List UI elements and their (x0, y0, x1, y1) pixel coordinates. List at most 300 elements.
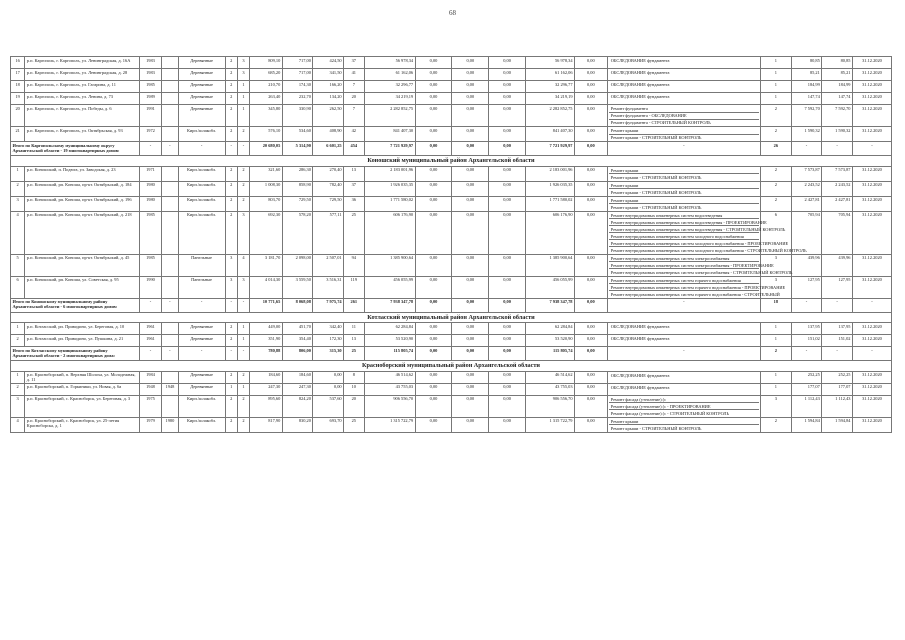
work-type: Ремонт внутридомовых инженерных систем горячего водоснабжения - ПРОЕКТИРОВАНИЕ (610, 284, 786, 290)
work-type: ОБСЛЕДОВАНИЕ фундамента (610, 70, 670, 75)
area-residential: 0,00 (313, 383, 344, 395)
work-type: Ремонт внутридомовых инженерных систем электроснабжения - СТРОИТЕЛЬНЫЙ КОНТРОЛЬ (610, 269, 793, 275)
build-year: 1983 (139, 57, 161, 69)
area-total: 449,00 (250, 323, 283, 335)
house-address: р.п. Коношский, рп. Коноша, ул. Советская, д. 95 (25, 276, 139, 298)
subtotal-residents: 261 (344, 298, 364, 312)
subtotal-row (11, 347, 892, 361)
area-total: 576,10 (250, 127, 283, 142)
subtotal-dash: - (237, 347, 249, 361)
work-type: Ремонт крыши - СТРОИТЕЛЬНЫЙ КОНТРОЛЬ (610, 189, 702, 195)
work-count: 1 (761, 81, 792, 93)
house-address: р.п. Коношский, рп. Коноша, пр-кт. Октябрьский, д. 196 (25, 196, 139, 211)
build-year: 1972 (139, 127, 161, 142)
repair-cost: 1 315 722,79 (364, 417, 415, 432)
build-year: 1985 (139, 81, 161, 93)
wall-material: Панельные (178, 254, 225, 276)
max-unit-cost: 177,07 (822, 383, 853, 395)
work-type: ОБСЛЕДОВАНИЕ фундамента (610, 372, 670, 378)
completion-date: 31.12.2020 (852, 335, 891, 347)
max-unit-cost: 127,95 (822, 276, 853, 298)
entrances-count: 2 (237, 371, 249, 383)
wall-material: Кирп./шлакобл. (178, 211, 225, 254)
residents-count: 20 (344, 395, 364, 417)
completion-date: 31.12.2020 (852, 127, 891, 142)
house-row (11, 181, 892, 196)
row-number: 3 (11, 395, 25, 417)
work-types-cell (607, 323, 760, 335)
work-count: 1 (761, 383, 792, 395)
region-title: Красноборский муниципальный район Архангельской области (11, 361, 892, 372)
completion-date: 31.12.2020 (852, 57, 891, 69)
work-count: 2 (761, 105, 792, 127)
work-count: 1 (761, 57, 792, 69)
row-number: 4 (11, 211, 25, 254)
area-living: 824,20 (282, 395, 313, 417)
subtotal-label: Итого по Каргопольскому муниципальному округу Архангельской области - 19 многоквартирных домов: (11, 142, 140, 156)
fund-1: 0,00 (415, 211, 452, 254)
residents-count: 94 (344, 254, 364, 276)
commission-year (162, 335, 178, 347)
floors-count: 2 (225, 105, 237, 127)
floors-count: 2 (225, 323, 237, 335)
commission-year (162, 371, 178, 383)
subtotal-area-total: 10 771,65 (250, 298, 283, 312)
house-row (11, 371, 892, 383)
floors-count: 2 (225, 166, 237, 181)
capital-repair-register-table (10, 56, 892, 433)
repair-cost: 1 771 580,02 (364, 196, 415, 211)
area-total: 247,30 (250, 383, 283, 395)
wall-material: Деревянные (178, 57, 225, 69)
wall-material: Кирп./шлакобл. (178, 127, 225, 142)
floors-count: 2 (225, 81, 237, 93)
repair-cost: 906 556,70 (364, 395, 415, 417)
repair-cost: 46 514,62 (364, 371, 415, 383)
work-type: ОБСЛЕДОВАНИЕ фундамента (610, 58, 670, 63)
work-type: Ремонт фундамента (609, 106, 758, 113)
fund-owners: 53 520,90 (525, 335, 574, 347)
fund-1: 0,00 (415, 335, 452, 347)
subtotal-fund-2: 0,00 (452, 142, 489, 156)
fund-1: 0,00 (415, 371, 452, 383)
house-row (11, 417, 892, 432)
fund-owners: 32 296,77 (525, 81, 574, 93)
commission-year (162, 211, 178, 254)
special-account: 0,00 (575, 57, 608, 69)
area-residential: 693,70 (313, 417, 344, 432)
work-type: Ремонт крыши - СТРОИТЕЛЬНЫЙ КОНТРОЛЬ (610, 135, 702, 140)
fund-1: 0,00 (415, 69, 452, 81)
fund-3: 0,00 (489, 211, 526, 254)
house-row (11, 166, 892, 181)
row-number: 1 (11, 166, 25, 181)
special-account: 0,00 (575, 93, 608, 105)
subtotal-label: Итого по Котласскому муниципальному району Архангельской области - 2 многоквартирных дома: (11, 347, 140, 361)
row-number: 6 (11, 276, 25, 298)
repair-cost: 606 176,90 (364, 211, 415, 254)
commission-year (162, 105, 178, 127)
work-type: Ремонт внутридомовых инженерных систем холодного водоснабжения (609, 233, 758, 240)
region-header-row (11, 312, 892, 323)
subtotal-dash: - (822, 347, 853, 361)
work-type: Ремонт крыши (609, 128, 758, 135)
subtotal-dash: - (237, 298, 249, 312)
work-types-cell (607, 181, 760, 196)
fund-3: 0,00 (489, 93, 526, 105)
area-total: 803,70 (250, 196, 283, 211)
unit-cost: 1 590,32 (791, 127, 822, 142)
row-number: 16 (11, 57, 25, 69)
special-account: 0,00 (575, 69, 608, 81)
build-year: 1985 (139, 211, 161, 254)
subtotal-cost: 7 938 347,78 (364, 298, 415, 312)
fund-2: 0,00 (452, 166, 489, 181)
work-types-cell (607, 93, 760, 105)
residents-count: 42 (344, 127, 364, 142)
residents-count: 36 (344, 196, 364, 211)
fund-2: 0,00 (452, 69, 489, 81)
area-total: 210,70 (250, 81, 283, 93)
build-year: 1961 (139, 323, 161, 335)
area-living: 729,50 (282, 196, 313, 211)
fund-2: 0,00 (452, 81, 489, 93)
wall-material: Кирп./шлакобл. (178, 417, 225, 432)
special-account: 0,00 (575, 81, 608, 93)
fund-owners: 34 219,19 (525, 93, 574, 105)
subtotal-dash: - (607, 142, 760, 156)
unit-cost: 2 427,81 (791, 196, 822, 211)
subtotal-residents: 454 (344, 142, 364, 156)
house-row (11, 383, 892, 395)
work-count: 2 (761, 127, 792, 142)
build-year: 1948 (139, 383, 161, 395)
fund-2: 0,00 (452, 276, 489, 298)
unit-cost: 1 594,84 (791, 417, 822, 432)
house-address: р.п. Красноборский, с. Красноборск, ул. Береговая, д. 3 (25, 395, 139, 417)
area-living: 174,30 (282, 81, 313, 93)
entrances-count: 3 (237, 69, 249, 81)
subtotal-fund-3: 0,00 (489, 142, 526, 156)
work-type: Ремонт крыши - СТРОИТЕЛЬНЫЙ КОНТРОЛЬ (610, 204, 702, 210)
unit-cost: 184,99 (791, 81, 822, 93)
work-type: Ремонт крыши (609, 197, 758, 204)
fund-owners: 62 284,84 (525, 323, 574, 335)
build-year: 1971 (139, 166, 161, 181)
row-number: 1 (11, 371, 25, 383)
work-types-cell (607, 383, 760, 395)
fund-3: 0,00 (489, 127, 526, 142)
floors-count: 2 (225, 69, 237, 81)
fund-1: 0,00 (415, 254, 452, 276)
work-count: 3 (761, 395, 792, 417)
fund-3: 0,00 (489, 395, 526, 417)
floors-count: 2 (225, 57, 237, 69)
work-type: Ремонт крыши (609, 418, 758, 425)
fund-2: 0,00 (452, 211, 489, 254)
fund-3: 0,00 (489, 81, 526, 93)
unit-cost: 177,07 (791, 383, 822, 395)
unit-cost: 127,95 (791, 276, 822, 298)
residents-count: 10 (344, 383, 364, 395)
area-residential: 134,20 (313, 93, 344, 105)
build-year: 1980 (139, 196, 161, 211)
area-total: 817,90 (250, 417, 283, 432)
work-type: Ремонт внутридомовых инженерных систем холодного водоснабжения - СТРОИТЕЛЬНЫЙ КОНТРОЛЬ (610, 247, 807, 253)
area-living: 247,30 (282, 383, 313, 395)
unit-cost: 7 573,87 (791, 166, 822, 181)
fund-2: 0,00 (452, 335, 489, 347)
fund-owners: 43 755,03 (525, 383, 574, 395)
fund-owners: 61 162,06 (525, 69, 574, 81)
fund-2: 0,00 (452, 395, 489, 417)
house-address: р.п. Коношский, рп. Коноша, пр-кт. Октябрьский, д. 45 (25, 254, 139, 276)
completion-date: 31.12.2020 (852, 81, 891, 93)
subtotal-label: Итого по Коношскому муниципальному району Архангельской области - 6 многоквартирных домов: (11, 298, 140, 312)
subtotal-cost: 115 805,74 (364, 347, 415, 361)
subtotal-dash: - (852, 347, 891, 361)
commission-year (162, 166, 178, 181)
wall-material: Деревянные (178, 81, 225, 93)
completion-date: 31.12.2020 (852, 211, 891, 254)
commission-year (162, 196, 178, 211)
work-count: 2 (761, 166, 792, 181)
residents-count: 37 (344, 181, 364, 196)
fund-owners: 46 514,62 (525, 371, 574, 383)
house-row (11, 395, 892, 417)
fund-1: 0,00 (415, 81, 452, 93)
work-type: Ремонт внутридомовых инженерных систем горячего водоснабжения - СТРОИТЕЛЬНЫЙ (610, 291, 780, 297)
region-header-row (11, 156, 892, 167)
unit-cost: 7 592,70 (791, 105, 822, 127)
work-count: 1 (761, 371, 792, 383)
house-row (11, 57, 892, 69)
max-unit-cost: 2 427,81 (822, 196, 853, 211)
subtotal-dash: - (139, 142, 161, 156)
work-count: 6 (761, 211, 792, 254)
fund-3: 0,00 (489, 105, 526, 127)
area-residential: 342,40 (313, 323, 344, 335)
work-type: ОБСЛЕДОВАНИЕ фундамента (610, 384, 670, 390)
area-total: 351,90 (250, 335, 283, 347)
fund-2: 0,00 (452, 196, 489, 211)
house-row (11, 81, 892, 93)
entrances-count: 1 (237, 81, 249, 93)
area-living: 232,70 (282, 93, 313, 105)
work-type: Ремонт крыши - СТРОИТЕЛЬНЫЙ КОНТРОЛЬ (610, 174, 702, 180)
completion-date: 31.12.2020 (852, 166, 891, 181)
completion-date: 31.12.2020 (852, 276, 891, 298)
fund-3: 0,00 (489, 69, 526, 81)
entrances-count: 1 (237, 383, 249, 395)
area-living: 286,30 (282, 166, 313, 181)
max-unit-cost: 439,96 (822, 254, 853, 276)
work-type: Ремонт крыши (609, 182, 758, 189)
fund-3: 0,00 (489, 166, 526, 181)
subtotal-dash: - (822, 142, 853, 156)
commission-year (162, 81, 178, 93)
entrances-count: 3 (237, 211, 249, 254)
fund-3: 0,00 (489, 371, 526, 383)
build-year: 1989 (139, 93, 161, 105)
work-types-cell (607, 127, 760, 142)
fund-owners: 906 556,70 (525, 395, 574, 417)
entrances-count: 2 (237, 417, 249, 432)
house-address: р.п. Каргополь, г. Каргополь, ул. Победы, д. 6 (25, 105, 139, 127)
subtotal-area-living: 5 314,90 (282, 142, 313, 156)
commission-year (162, 127, 178, 142)
subtotal-dash: - (852, 298, 891, 312)
build-year: 1984 (139, 371, 161, 383)
completion-date: 31.12.2020 (852, 93, 891, 105)
fund-1: 0,00 (415, 105, 452, 127)
special-account: 0,00 (575, 196, 608, 211)
area-total: 692,30 (250, 211, 283, 254)
subtotal-area-total: 20 680,05 (250, 142, 283, 156)
subtotal-dash: - (791, 347, 822, 361)
work-types-cell (607, 417, 760, 432)
work-type: Ремонт внутридомовых инженерных систем холодного водоснабжения - ПРОЕКТИРОВАНИЕ (610, 240, 789, 246)
work-types-cell (607, 69, 760, 81)
subtotal-dash: - (822, 298, 853, 312)
subtotal-dash: - (162, 347, 178, 361)
repair-cost: 2 183 001,96 (364, 166, 415, 181)
work-type: Ремонт внутридомовых инженерных систем электроснабжения (609, 255, 758, 262)
unit-cost: 1 112,43 (791, 395, 822, 417)
special-account: 0,00 (575, 276, 608, 298)
fund-3: 0,00 (489, 335, 526, 347)
area-residential: 537,60 (313, 395, 344, 417)
fund-owners: 1 385 900,64 (525, 254, 574, 276)
residents-count: 13 (344, 166, 364, 181)
completion-date: 31.12.2020 (852, 395, 891, 417)
house-address: р.п. Коношский, рп. Коноша, пр-кт. Октябрьский, д. 184 (25, 181, 139, 196)
residents-count: 41 (344, 69, 364, 81)
repair-cost: 56 978,34 (364, 57, 415, 69)
house-row (11, 105, 892, 127)
fund-1: 0,00 (415, 276, 452, 298)
entrances-count: 1 (237, 93, 249, 105)
work-type: Ремонт внутридомовых инженерных систем электроснабжения - ПРОЕКТИРОВАНИЕ (610, 262, 774, 268)
residents-count: 25 (344, 211, 364, 254)
row-number: 20 (11, 105, 25, 127)
area-living: 354,40 (282, 335, 313, 347)
completion-date: 31.12.2020 (852, 105, 891, 127)
unit-cost: 2 243,52 (791, 181, 822, 196)
completion-date: 31.12.2020 (852, 417, 891, 432)
special-account: 0,00 (575, 211, 608, 254)
work-types-cell (607, 395, 760, 417)
house-row (11, 323, 892, 335)
fund-2: 0,00 (452, 417, 489, 432)
fund-1: 0,00 (415, 166, 452, 181)
subtotal-fund-owners: 7 721 929,97 (525, 142, 574, 156)
entrances-count: 1 (237, 105, 249, 127)
area-living: 3 559,50 (282, 276, 313, 298)
house-address: р.п. Красноборский, п. Верхняя Шолоха, ул. Молодежная, д. 11 (25, 371, 139, 383)
work-types-cell (607, 105, 760, 127)
wall-material: Деревянные (178, 371, 225, 383)
residents-count: 11 (344, 323, 364, 335)
fund-owners: 1 926 035,35 (525, 181, 574, 196)
commission-year: 1980 (162, 417, 178, 432)
subtotal-dash: - (162, 142, 178, 156)
work-type: Ремонт внутридомовых инженерных систем водоотведения (609, 212, 758, 219)
work-count: 3 (761, 276, 792, 298)
unit-cost: 85,21 (791, 69, 822, 81)
area-total: 263,40 (250, 93, 283, 105)
area-residential: 172,30 (313, 335, 344, 347)
max-unit-cost: 151,02 (822, 335, 853, 347)
area-total: 184,60 (250, 371, 283, 383)
fund-2: 0,00 (452, 254, 489, 276)
subtotal-residents: 25 (344, 347, 364, 361)
repair-cost: 1 926 035,35 (364, 181, 415, 196)
house-row (11, 93, 892, 105)
house-address: р.п. Каргополь, г. Каргополь, ул. Ленинградская, д. 28 (25, 69, 139, 81)
house-address: р.п. Коношский, рп. Коноша, пр-кт. Октябрьский, д. 218 (25, 211, 139, 254)
house-row (11, 127, 892, 142)
fund-owners: 2 183 001,96 (525, 166, 574, 181)
special-account: 0,00 (575, 166, 608, 181)
max-unit-cost: 1 590,32 (822, 127, 853, 142)
area-living: 330,90 (282, 105, 313, 127)
build-year: 1991 (139, 105, 161, 127)
subtotal-dash: - (225, 298, 237, 312)
fund-1: 0,00 (415, 196, 452, 211)
floors-count: 2 (225, 417, 237, 432)
completion-date: 31.12.2020 (852, 196, 891, 211)
work-type: ОБСЛЕДОВАНИЕ фундамента (610, 324, 670, 329)
area-living: 830,20 (282, 417, 313, 432)
wall-material: Кирп./шлакобл. (178, 196, 225, 211)
fund-2: 0,00 (452, 383, 489, 395)
subtotal-area-living: 806,00 (282, 347, 313, 361)
unit-cost: 147,74 (791, 93, 822, 105)
fund-owners: 1 771 580,02 (525, 196, 574, 211)
floors-count: 2 (225, 181, 237, 196)
area-living: 451,70 (282, 323, 313, 335)
repair-cost: 53 520,90 (364, 335, 415, 347)
wall-material: Кирп./шлакобл. (178, 181, 225, 196)
area-residential: 408,90 (313, 127, 344, 142)
work-types-cell (607, 196, 760, 211)
row-number: 21 (11, 127, 25, 142)
fund-owners: 2 282 852,75 (525, 105, 574, 127)
entrances-count: 2 (237, 196, 249, 211)
subtotal-fund-3: 0,00 (489, 298, 526, 312)
repair-cost: 43 755,03 (364, 383, 415, 395)
region-title: Коношский муниципальный район Архангельской области (11, 156, 892, 167)
special-account: 0,00 (575, 323, 608, 335)
fund-1: 0,00 (415, 417, 452, 432)
subtotal-area-total: 780,88 (250, 347, 283, 361)
max-unit-cost: 1 112,43 (822, 395, 853, 417)
fund-2: 0,00 (452, 57, 489, 69)
wall-material: Кирп./шлакобл. (178, 395, 225, 417)
house-address: р.п. Котласский, рп. Приводино, ул. Береговая, д. 10 (25, 323, 139, 335)
row-number: 2 (11, 181, 25, 196)
commission-year (162, 57, 178, 69)
repair-cost: 841 407,30 (364, 127, 415, 142)
subtotal-fund-owners: 7 938 347,78 (525, 298, 574, 312)
work-types-cell (607, 276, 786, 298)
entrances-count: 2 (237, 127, 249, 142)
fund-1: 0,00 (415, 181, 452, 196)
unit-cost: 705,94 (791, 211, 822, 254)
work-types-cell (607, 335, 760, 347)
floors-count: 2 (225, 395, 237, 417)
